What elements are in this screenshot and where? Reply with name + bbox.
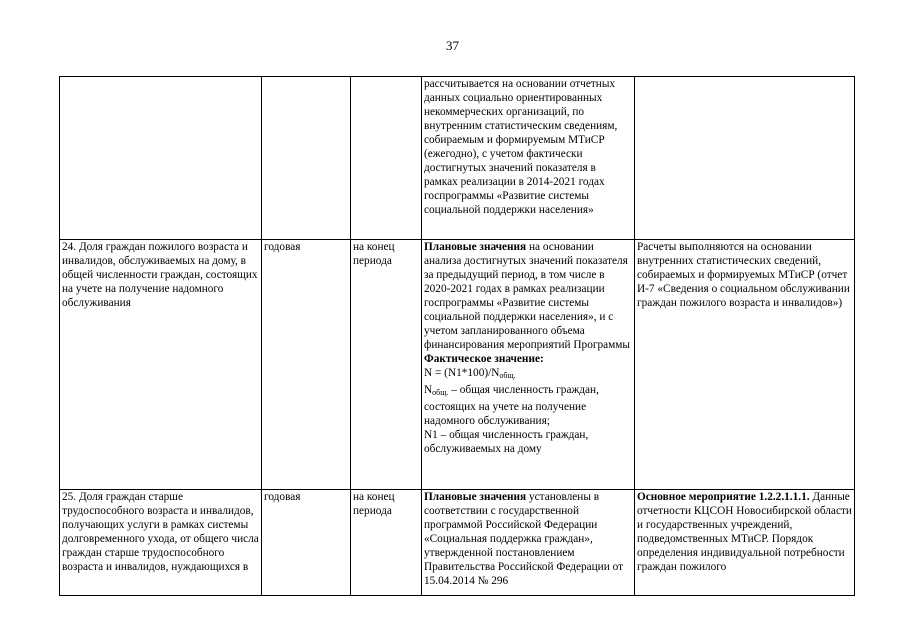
indicators-table [59,76,855,596]
definition-total: $N_{общ.}$ – общая численность граждан, состоящих на учете на получение надомного обслуживания; [424,384,599,427]
plan-values-text: на основании анализа достигнутых значений показателя за предыдущий период, в том числе в 2020-2021 годах в рамках реализации госпрограммы «Развитие системы социальной поддержки населения», и с учетом запланированного объема финансирования мероприятий Программы [424,241,631,351]
table-row [60,240,855,490]
method-cell [422,240,635,490]
main-activity-label: Основное мероприятие 1.2.2.1.1.1. [637,491,810,503]
table-row [60,77,855,240]
period-cell [351,77,422,240]
table-row [60,490,855,596]
indicator-cell [60,77,262,240]
plan-values-text: установлены в соответствии с государственной программой Российской Федерации «Социальная поддержка граждан», утвержденной постановлением Правительства Российской Федерации от 15.04.2014 № 296 [424,491,624,587]
method-cell [424,490,632,595]
source-cell [637,490,852,595]
indicator-cell: 24. Доля граждан пожилого возраста и инвалидов, обслуживаемых на дому, в общей численности граждан, состоящих на учете на получение надомного обслуживания [60,240,262,490]
plan-values-label: Плановые значения [424,491,527,503]
definition-served: N1 – общая численность граждан, обслуживаемых на дому [424,429,589,455]
frequency-cell: годовая [264,491,301,503]
period-cell: на конец периода [353,491,395,517]
formula: $N = (N1*100)/N_{общ.}$ [424,367,516,380]
indicator-cell: 25. Доля граждан старше трудоспособного возраста и инвалидов, получающих услуги в рамках системы долговременного ухода, от общего числа граждан старше трудоспособного возраста и инвалидов, нуждающихся в [62,491,259,573]
method-cell: рассчитывается на основании отчетных данных социально ориентированных некоммерческих организаций, по внутренним статистическим сведениям, собираемым и формируемым МТиСР (ежегодно), с учетом фактически достигнутых значений показателя в рамках реализации в 2014-2021 годах госпрограммы «Развитие системы социальной поддержки населения» [422,77,635,240]
frequency-cell: годовая [262,240,351,490]
plan-values-label: Плановые значения [424,241,527,253]
frequency-cell [262,77,351,240]
source-text: Данные отчетности КЦСОН Новосибирской области и государственных учреждений, подведомственных МТиСР. Порядок определения индивидуальной потребности граждан пожилого [637,491,852,573]
source-cell: Расчеты выполняются на основании внутренних статистических сведений, собираемых и формируемых МТиСР (отчет И-7 «Сведения о социальном обслуживании граждан пожилого возраста и инвалидов») [635,240,855,490]
fact-value-label: Фактическое значение: [424,353,544,365]
page-number: 37 [446,38,459,53]
period-cell: на конец периода [351,240,422,490]
source-cell [635,77,855,240]
